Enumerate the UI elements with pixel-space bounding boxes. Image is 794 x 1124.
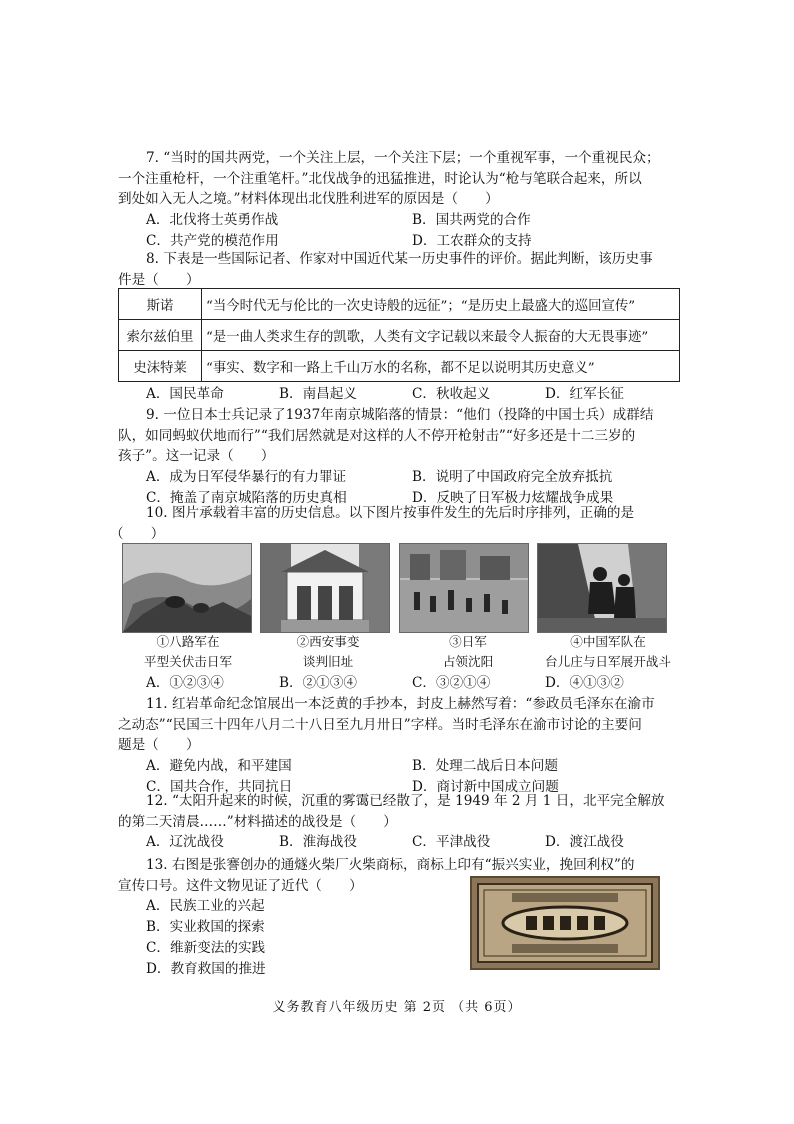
q13-option-a[interactable]: A．民族工业的兴起 <box>146 898 265 914</box>
question-7 <box>118 148 678 252</box>
table-row <box>119 351 680 382</box>
q9-line-3: 孩子”。这一记录（ ） <box>118 448 275 464</box>
q8-option-a[interactable]: A．国民革命 <box>146 386 224 402</box>
q8-evaluation-table <box>118 288 680 382</box>
q12-option-b[interactable]: B．淮海战役 <box>279 834 357 850</box>
caption-line: 台儿庄与日军展开战斗 <box>545 654 671 669</box>
photo-taierzhuang-battle <box>537 543 667 633</box>
q11-option-c[interactable]: C．国共合作，共同抗日 <box>146 778 293 795</box>
q8-option-b[interactable]: B．南昌起义 <box>279 386 357 402</box>
q11-line-3: 题是（ ） <box>118 737 200 753</box>
q11-option-a[interactable]: A．避免内战，和平建国 <box>146 757 292 774</box>
q11-option-b[interactable]: B．处理二战后日本问题 <box>412 757 558 774</box>
caption-line: ③日军 <box>449 634 487 649</box>
q9-option-c[interactable]: C．掩盖了南京城陷落的历史真相 <box>146 489 347 506</box>
q9-option-d[interactable]: D．反映了日军极力炫耀战争成果 <box>412 489 614 506</box>
q10-line-1: 10. 图片承载着丰富的历史信息。以下图片按事件发生的先后时序排列，正确的是 <box>146 505 635 521</box>
question-8 <box>118 249 678 290</box>
q10-option-a[interactable]: A．①②③④ <box>146 675 224 691</box>
q13-option-d[interactable]: D．教育救国的推进 <box>146 961 266 977</box>
q8-options <box>118 384 678 405</box>
photo-caption-4 <box>538 632 678 672</box>
q7-option-c[interactable]: C．共产党的模范作用 <box>146 232 279 249</box>
q7-line-2: 一个注重枪杆，一个注重笔杆。”北伐战争的迅猛推进，时论认为“枪与笔联合起来，所以 <box>118 170 642 187</box>
caption-line: 平型关伏击日军 <box>143 654 233 669</box>
q10-line-2: （ ） <box>110 525 165 542</box>
q9-options-row-1 <box>118 467 678 488</box>
table-cell-author: 斯诺 <box>119 289 202 320</box>
caption-line: ①八路军在 <box>156 634 220 649</box>
q9-line-1: 9. 一位日本士兵记录了1937年南京城陷落的情景：“他们（投降的中国士兵）成群结 <box>146 407 654 423</box>
table-cell-quote: “当今时代无与伦比的一次史诗般的远征”；“是历史上最盛大的巡回宣传” <box>202 289 680 320</box>
q13-line-1: 13. 右图是张謇创办的通燧火柴厂火柴商标，商标上印有“振兴实业，挽回利权”的 <box>146 857 635 873</box>
question-12 <box>118 791 678 853</box>
q10-option-b[interactable]: B．②①③④ <box>279 675 357 691</box>
q10-options <box>118 673 678 694</box>
photo-xian-incident-site <box>260 543 390 633</box>
page-footer: 义务教育八年级历史 第 2页 （共 6页） <box>272 1000 522 1015</box>
q11-option-d[interactable]: D．商讨新中国成立问题 <box>412 778 559 795</box>
q12-option-d[interactable]: D．渡江战役 <box>545 834 624 850</box>
q10-option-c[interactable]: C．③②①④ <box>412 675 491 691</box>
q10-photo-row <box>122 543 667 633</box>
table-row <box>119 289 680 320</box>
table-cell-author: 史沫特莱 <box>119 351 202 382</box>
q11-line-2: 之动态”“民国三十四年八月二十八日至九月卅日”字样。当时毛泽东在渝市讨论的主要问 <box>118 716 642 733</box>
q7-option-d[interactable]: D．工农群众的支持 <box>412 232 532 249</box>
photo-shenyang-occupation <box>399 543 529 633</box>
photo-caption-1 <box>118 632 258 672</box>
caption-line: ④中国军队在 <box>570 634 646 649</box>
q7-line-1: 7. “当时的国共两党，一个关注上层，一个关注下层；一个重视军事，一个重视民众； <box>146 150 660 166</box>
q8-line-2: 件是（ ） <box>118 271 200 288</box>
q8-option-c[interactable]: C．秋收起义 <box>412 386 491 402</box>
q12-line-2: 的第二天清晨……”材料描述的战役是（ ） <box>118 813 397 830</box>
q12-option-a[interactable]: A．辽沈战役 <box>146 834 224 850</box>
q9-option-a[interactable]: A．成为日军侵华暴行的有力罪证 <box>146 468 347 485</box>
q9-option-b[interactable]: B．说明了中国政府完全放弃抵抗 <box>412 468 613 485</box>
q9-line-2: 队，如同蚂蚁伏地而行”“我们居然就是对这样的人不停开枪射击”“好多还是十二三岁的 <box>118 427 636 444</box>
question-11 <box>118 694 678 798</box>
q7-line-3: 到处如入无人之境。”材料体现出北伐胜利进军的原因是（ ） <box>118 191 499 207</box>
q7-option-a[interactable]: A．北伐将士英勇作战 <box>146 211 279 228</box>
q11-options-row-1 <box>118 756 678 777</box>
q13-option-c[interactable]: C．维新变法的实践 <box>146 940 266 956</box>
matchbox-label-image <box>470 876 660 970</box>
q10-caption-row <box>118 632 678 672</box>
q12-option-c[interactable]: C．平津战役 <box>412 834 491 850</box>
q12-line-1: 12. “太阳升起来的时候，沉重的雾霭已经散了，是 1949 年 2 月 1 日，北平完全解放 <box>146 793 665 809</box>
q7-option-b[interactable]: B．国共两党的合作 <box>412 211 531 228</box>
question-9 <box>118 405 678 509</box>
table-row <box>119 320 680 351</box>
q8-options-row <box>118 384 678 405</box>
table-cell-author: 索尔兹伯里 <box>119 320 202 351</box>
q8-line-1: 8. 下表是一些国际记者、作家对中国近代某一历史事件的评价。据此判断，该历史事 <box>146 251 653 267</box>
table-cell-quote: “事实、数字和一路上千山万水的名称，都不足以说明其历史意义” <box>202 351 680 382</box>
q12-options-row <box>118 832 678 853</box>
q13-option-b[interactable]: B．实业救国的探索 <box>146 919 265 935</box>
photo-caption-3 <box>398 632 538 672</box>
caption-line: 占领沈阳 <box>442 654 494 669</box>
photo-caption-2 <box>258 632 398 672</box>
q13-line-2: 宣传口号。这件文物见证了近代（ ） <box>118 877 363 894</box>
photo-pingxingguan-ambush <box>122 543 252 633</box>
table-cell-quote: “是一曲人类求生存的凯歌，人类有文字记载以来最令人振奋的大无畏事迹” <box>202 320 680 351</box>
q8-option-d[interactable]: D．红军长征 <box>545 386 624 402</box>
question-10 <box>110 503 678 544</box>
q10-options-row <box>118 673 678 694</box>
q10-option-d[interactable]: D．④①③② <box>545 675 624 691</box>
q11-line-1: 11. 红岩革命纪念馆展出一本泛黄的手抄本，封皮上赫然写着：“参政员毛泽东在渝市 <box>146 696 655 712</box>
caption-line: ②西安事变 <box>296 634 360 649</box>
q7-options-row-1 <box>118 210 678 231</box>
caption-line: 谈判旧址 <box>302 654 354 669</box>
